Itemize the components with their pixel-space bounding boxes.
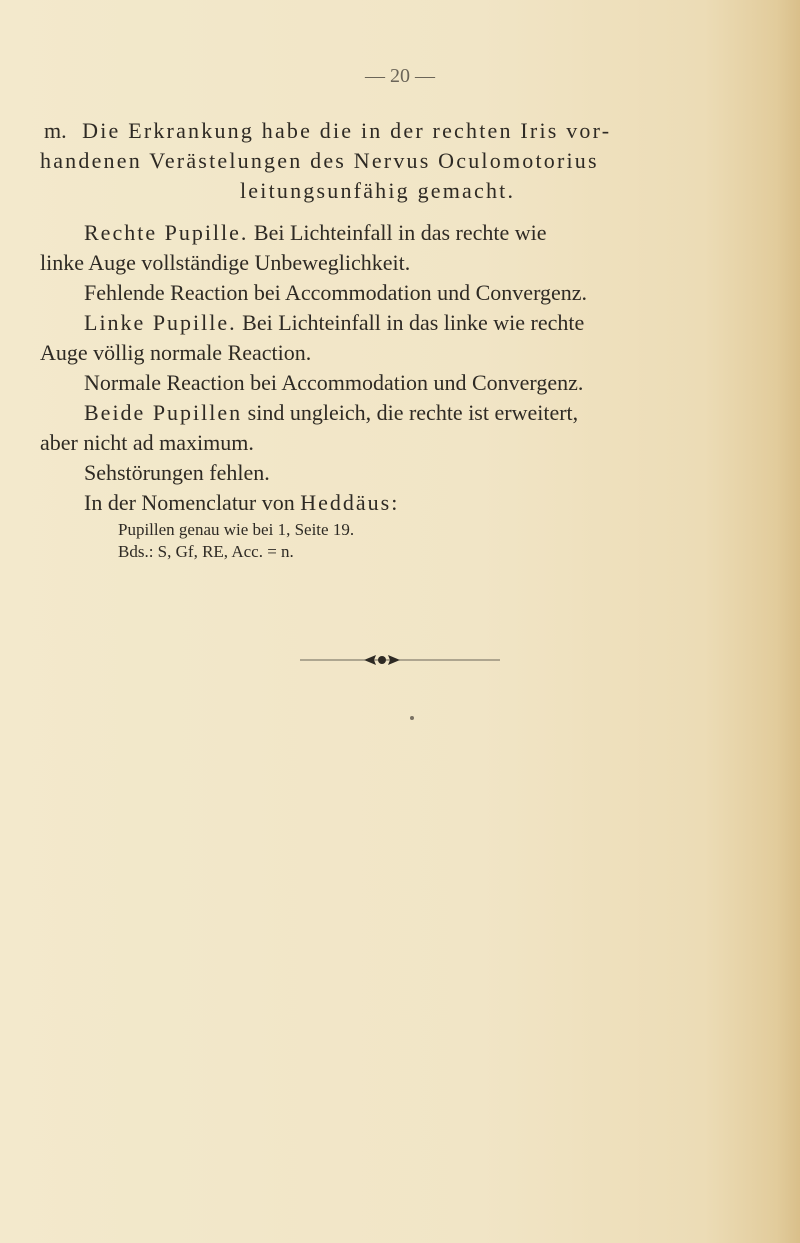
left-pupil-label: Linke Pupille. xyxy=(84,310,237,335)
right-pupil-line-3: Fehlende Reaction bei Accommodation und Convergenz. xyxy=(84,280,588,305)
left-pupil-line-3: Normale Reaction bei Accommodation und Convergenz. xyxy=(84,370,584,395)
right-pupil-label: Rechte Pupille. xyxy=(84,220,249,245)
both-pupils-line-2: aber nicht ad maximum. xyxy=(40,430,254,455)
nomenclature-prefix: In der Nomenclatur von xyxy=(84,490,301,515)
left-pupil-line-2: Auge völlig normale Reaction. xyxy=(40,340,312,365)
both-pupils-line-1-text: sind ungleich, die rechte ist erweitert, xyxy=(242,400,579,425)
paragraph-m-lead: m. xyxy=(44,118,67,143)
paragraph-m-line-2: handenen Verästelungen des Nervus Oculomotorius xyxy=(40,148,599,173)
page-number: — 20 — xyxy=(365,65,435,87)
nomenclature-line-2: Bds.: S, Gf, RE, Acc. = n. xyxy=(118,542,294,561)
paragraph-m-line-1 xyxy=(44,120,611,142)
left-pupil-line-1 xyxy=(84,312,584,334)
right-pupil-line-1 xyxy=(84,222,547,244)
section-divider-icon xyxy=(300,654,500,666)
both-pupils-label: Beide Pupillen xyxy=(84,400,243,425)
right-pupil-line-1-text: Bei Lichteinfall in das rechte wie xyxy=(248,220,547,245)
left-pupil-line-1-text: Bei Lichteinfall in das linke wie rechte xyxy=(236,310,585,335)
paragraph-m-line-3: leitungsunfähig gemacht. xyxy=(240,178,516,203)
nomenclature-heading xyxy=(84,492,399,514)
nomenclature-line-1: Pupillen genau wie bei 1, Seite 19. xyxy=(118,520,355,539)
visual-disturbance-line: Sehstörungen fehlen. xyxy=(84,460,270,485)
paragraph-m-line-1-text: Die Erkrankung habe die in der rechten Iris vor- xyxy=(82,118,612,143)
speck-mark xyxy=(410,716,414,720)
both-pupils-line-1 xyxy=(84,402,578,424)
right-pupil-line-2: linke Auge vollständige Unbeweglichkeit. xyxy=(40,250,411,275)
nomenclature-author: Heddäus: xyxy=(300,490,400,515)
